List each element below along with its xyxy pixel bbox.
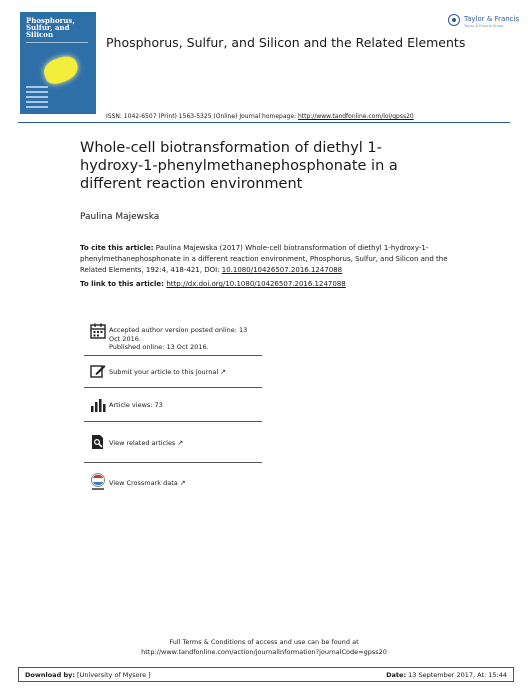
article-views <box>84 388 262 422</box>
publisher-sub: Taylor & Francis Group <box>464 24 504 28</box>
cite-label: To cite this article: <box>80 244 154 252</box>
article-link[interactable]: http://dx.doi.org/10.1080/10426507.2016.1247088 <box>166 280 346 288</box>
crossmark-label: View Crossmark data <box>109 479 178 487</box>
crossmark-link[interactable] <box>84 463 262 501</box>
download-info-bar <box>18 667 514 682</box>
calendar-icon <box>90 323 106 339</box>
crossmark-icon <box>90 473 106 491</box>
external-link-icon: ↗ <box>220 368 227 376</box>
issn-text: ISSN: 1042-6507 (Print) 1563-5325 (Online) Journal homepage: <box>106 113 298 120</box>
journal-homepage-link[interactable]: http://www.tandfonline.com/loi/gpss20 <box>297 113 414 120</box>
external-link-icon: ↗ <box>177 439 184 447</box>
terms-line-1: Full Terms & Conditions of access and use can be found at <box>169 638 359 646</box>
submit-article-link[interactable] <box>84 356 262 388</box>
download-label: Download by: <box>25 671 75 679</box>
search-document-icon <box>90 434 106 450</box>
publisher-logo <box>448 12 518 36</box>
cover-graphic <box>41 53 81 86</box>
download-value: [University of Mysore ] <box>74 671 151 679</box>
accepted-date: Accepted author version posted online: 13 Oct 2016. <box>109 326 248 343</box>
related-label: View related articles <box>109 439 176 447</box>
cite-text: Paulina Majewska (2017) Whole-cell biotransformation of diethyl 1-hydroxy-1-phenylmethanephosphonate in a different reaction environment, Phosphorus, Sulfur, and Silicon and the Related Elements, 192:4, 418-421, DOI: <box>80 244 448 274</box>
journal-name: Phosphorus, Sulfur, and Silicon and the Related Elements <box>106 35 466 50</box>
edit-icon <box>90 363 106 379</box>
date-label: Date: <box>386 671 407 679</box>
header-divider <box>18 122 510 123</box>
cover-title: Phosphorus, Sulfur, and Silicon <box>26 16 75 39</box>
journal-cover-image <box>20 12 96 114</box>
submit-label: Submit your article to this journal <box>109 368 219 376</box>
terms-notice <box>0 638 528 657</box>
info-row-published <box>84 317 262 356</box>
doi-link[interactable]: 10.1080/10426507.2016.1247088 <box>221 266 343 274</box>
article-author: Paulina Majewska <box>80 212 160 222</box>
bar-chart-icon <box>90 397 106 413</box>
views-count: Article views: 73 <box>109 401 163 409</box>
issn-line <box>106 113 414 120</box>
publisher-logo-icon <box>448 14 460 26</box>
external-link-icon: ↗ <box>179 479 186 487</box>
terms-link[interactable]: http://www.tandfonline.com/action/journalInformation?journalCode=gpss20 <box>141 647 387 656</box>
published-date: Published online: 13 Oct 2016. <box>109 343 209 351</box>
related-articles-link[interactable] <box>84 422 262 463</box>
link-label: To link to this article: <box>80 280 167 288</box>
article-title: Whole-cell biotransformation of diethyl 1-hydroxy-1-phenylmethanephosphonate in a different reaction environment <box>80 140 398 192</box>
citation <box>80 243 448 276</box>
article-info-panel <box>84 317 262 501</box>
date-value: 13 September 2017, At: 15:44 <box>406 671 507 679</box>
article-link-line <box>80 280 346 288</box>
publisher-name: Taylor & Francis <box>464 15 520 23</box>
